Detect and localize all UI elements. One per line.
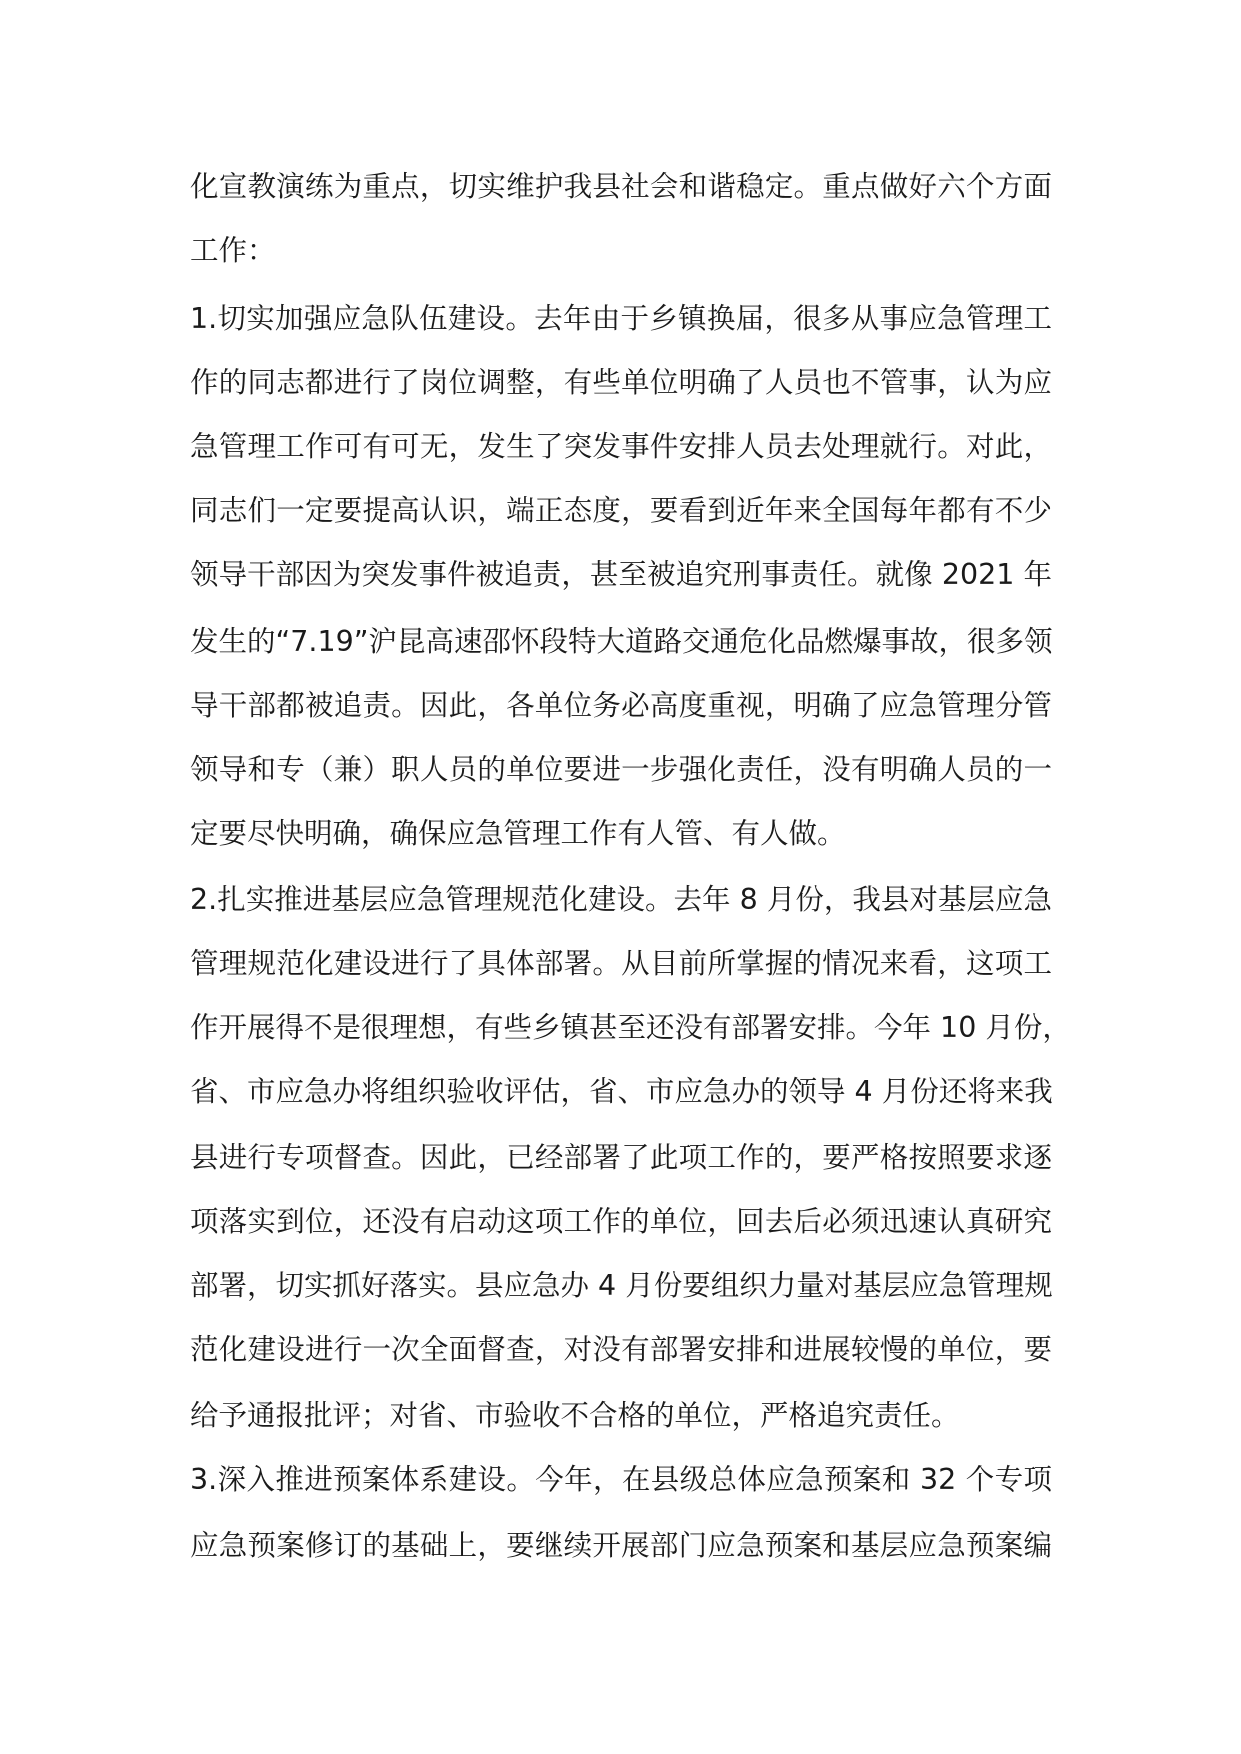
paragraph-line: 领导和专（兼）职人员的单位要进一步强化责任，没有明确人员的一	[190, 753, 1052, 786]
paragraph-line: 导干部都被追责。因此，各单位务必高度重视，明确了应急管理分管	[190, 689, 1052, 722]
paragraph-line: 项落实到位，还没有启动这项工作的单位，回去后必须迅速认真研究	[190, 1205, 1052, 1238]
paragraph-line: 同志们一定要提高认识，端正态度，要看到近年来全国每年都有不少	[190, 494, 1052, 527]
paragraph-line: 作开展得不是很理想，有些乡镇甚至还没有部署安排。今年 10 月份，	[190, 1011, 1071, 1044]
paragraph-line: 作的同志都进行了岗位调整，有些单位明确了人员也不管事，认为应	[190, 366, 1052, 399]
paragraph-line: 管理规范化建设进行了具体部署。从目前所掌握的情况来看，这项工	[190, 947, 1052, 980]
paragraph-line: 工作：	[190, 234, 276, 267]
paragraph-line: 省、市应急办将组织验收评估，省、市应急办的领导 4 月份还将来我	[190, 1075, 1053, 1108]
paragraph-line: 范化建设进行一次全面督查，对没有部署安排和进展较慢的单位，要	[190, 1333, 1052, 1366]
paragraph-line: 应急预案修订的基础上，要继续开展部门应急预案和基层应急预案编	[190, 1529, 1052, 1562]
paragraph-line: 给予通报批评；对省、市验收不合格的单位，严格追究责任。	[190, 1399, 960, 1432]
paragraph-line: 定要尽快明确，确保应急管理工作有人管、有人做。	[190, 817, 846, 850]
paragraph-line: 县进行专项督查。因此，已经部署了此项工作的，要严格按照要求逐	[190, 1141, 1052, 1174]
paragraph-line: 1.切实加强应急队伍建设。去年由于乡镇换届，很多从事应急管理工	[190, 302, 1052, 335]
paragraph-line: 化宣教演练为重点，切实维护我县社会和谐稳定。重点做好六个方面	[190, 170, 1052, 203]
paragraph-line: 2.扎实推进基层应急管理规范化建设。去年 8 月份，我县对基层应急	[190, 883, 1052, 916]
paragraph-line: 急管理工作可有可无，发生了突发事件安排人员去处理就行。对此，	[190, 430, 1052, 463]
paragraph-line: 3.深入推进预案体系建设。今年，在县级总体应急预案和 32 个专项	[190, 1463, 1052, 1496]
paragraph-line: 发生的“7.19”沪昆高速邵怀段特大道路交通危化品燃爆事故，很多领	[190, 625, 1053, 658]
paragraph-line: 领导干部因为突发事件被追责，甚至被追究刑事责任。就像 2021 年	[190, 558, 1052, 591]
paragraph-line: 部署，切实抓好落实。县应急办 4 月份要组织力量对基层应急管理规	[190, 1269, 1053, 1302]
